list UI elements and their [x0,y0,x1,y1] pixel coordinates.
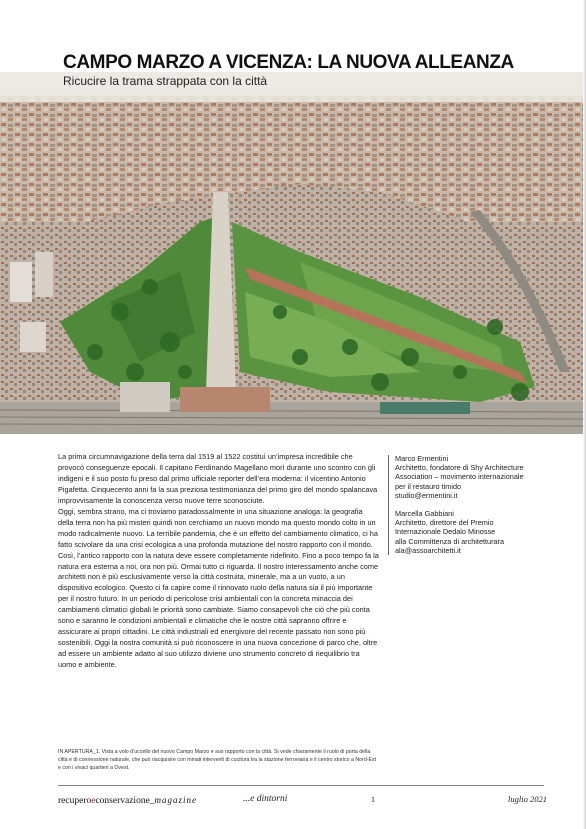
author-email: ala@assoarchitetti.it [395,545,461,555]
author-role-line: per il restauro timido [395,481,462,491]
footer-rule [58,785,544,786]
author-role-line: Architetto, direttore del Premio [395,518,494,528]
brand-part: conservazione_ [95,796,155,806]
brand-magazine: magazine [154,795,198,805]
image-caption: IN APERTURA_1. Vista a volo d’uccello del nuovo Campo Marzo e suo rapporto con la città. Si vede chiaramente il ruolo di porta della città e di connessione naturale, che può riacquisire con minati interventi di cucitura tra la stazione ferroviaria e il centro storico a Nord-Est e con i vivaci quartieri a Ovest. [58,749,377,772]
brand-accent-letter: e [91,796,96,806]
article-subtitle: Ricucire la trama strappata con la città [63,74,268,88]
author-name: Marco Ermentini [395,454,449,463]
author-role-line: alla Committenza di architetturara [395,536,505,546]
author-block [395,454,580,500]
author-email: studio@ermentini.it [395,490,458,500]
author-divider [388,455,389,555]
body-paragraph: La prima circumnavigazione della terra dal 1519 al 1522 costituì un’impresa incredibile che provocò conseguenze epocali. Il capitano Ferdinando Magellano morì durante uno scontro con gli indigeni e il suo posto fu preso dal primo ufficiale reporter dell’era moderna: il vicentino Antonio Pigafetta. Cinquecento anni fa la sua preziosa testimonianza del primo giro del mondo spalancava improvvisamente la conoscenza verso nuove terre sconosciute. [58,452,378,505]
issue-date: luglio 2021 [508,794,547,804]
author-role-line: Association – movimento internazionale [395,472,524,482]
body-paragraph: Oggi, sembra strano, ma ci troviamo paradossalmente in una situazione analoga: la geografia della terra non ha più misteri quindi non cerchiamo un nuovo mondo ma questo mondo colto in un modo radicalmente nuovo. La terribile pandemia, che è un effetto del cambiamento climatico, ci ha fatto scivolare da una crisi ecologica a una profonda mutazione del nostro rapporto con il mondo. Così, l’antico rapporto con la natura deve essere completamente ridefinito. Fino a poco tempo fa la natura era esterna a noi, ora non più. Ormai tutto ci riguarda. Il nostro interessamento anche come architetti non è più esclusivamente verso la città costruita, minerale, ma a un vuoto, a un dispositivo ecologico. Questo ci fa capire come il rinnovato ruolo della natura sia il più importante per il nostro futuro. In un periodo di pericolose crisi ambientali con la concreta minaccia dei cambiamenti climatici globali le priorità sono cambiate. Siamo consapevoli che ciò che più conta sono e saranno le condizioni ambientali e climatiche che le nostre città sapranno offrire e assicurare ai propri cittadini. Le città industriali ed energivore del recente passato non sono più sostenibili. Oggi la nostra comunità si può riconoscere in una nuova concezione di parco che, oltre ad essere un ambiente adatto al suo utilizzo diviene uno strumento concreto di riequilibrio tra uomo e ambiente. [58,506,379,670]
brand-part: recupero [58,796,92,806]
author-block [395,509,580,555]
page-number: 1 [371,795,375,804]
author-credits [395,454,580,564]
section-name: ...e dintorni [243,794,288,804]
magazine-brand [58,795,197,806]
article-title: CAMPO MARZO A VICENZA: LA NUOVA ALLEANZA [63,52,514,73]
author-role-line: Internazionale Dedalo Minosse [395,527,496,537]
aerial-view-image [0,72,586,434]
article-body [58,452,380,671]
author-name: Marcella Gabbiani [395,509,454,519]
author-role-line: Architetto, fondatore di Shy Architecture [395,463,524,473]
